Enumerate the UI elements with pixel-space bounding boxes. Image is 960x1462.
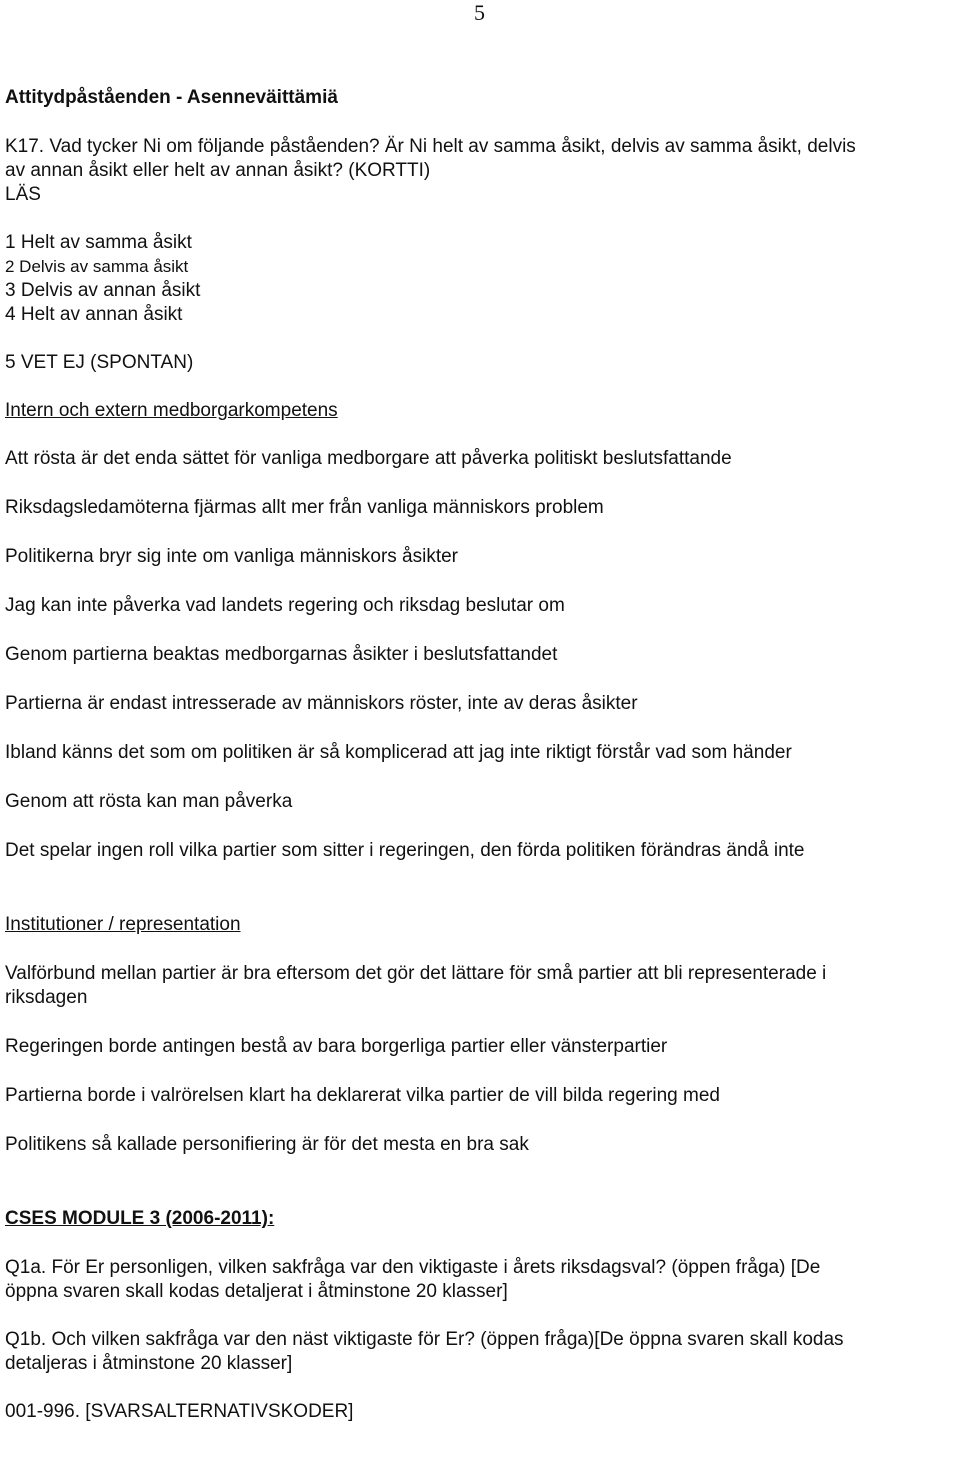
statement: Regeringen borde antingen bestå av bara borgerliga partier eller vänsterpartier [5,1036,668,1057]
question-line: detaljeras i åtminstone 20 klasser] [5,1353,293,1374]
statement: Partierna borde i valrörelsen klart ha deklarerat vilka partier de vill bilda regering med [5,1085,720,1106]
statement: Politikerna bryr sig inte om vanliga människors åsikter [5,546,459,567]
statement: Riksdagsledamöterna fjärmas allt mer från vanliga människors problem [5,497,604,518]
question-line: öppna svaren skall kodas detaljerat i åtminstone 20 klasser] [5,1281,508,1302]
statement-list [5,447,960,863]
section-title: Intern och extern medborgarkompetens [5,400,338,421]
question-line: Q1b. Och vilken sakfråga var den näst viktigaste för Er? (öppen fråga)[De öppna svaren skall kodas [5,1329,844,1350]
dont-know-option: 5 VET EJ (SPONTAN) [5,352,194,373]
scale-option: 3 Delvis av annan åsikt [5,280,201,301]
statement: Att rösta är det enda sättet för vanliga medborgare att påverka politiskt beslutsfattande [5,448,732,469]
statement: Politikens så kallade personifiering är för det mesta en bra sak [5,1134,529,1155]
scale-option: 1 Helt av samma åsikt [5,232,192,253]
question-line: Q1a. För Er personligen, vilken sakfråga var den viktigaste i årets riksdagsval? (öppen fråga) [De [5,1257,821,1278]
scale-option: 2 Delvis av samma åsikt [5,257,189,276]
section-title: CSES MODULE 3 (2006-2011): [5,1208,275,1229]
statement: Ibland känns det som om politiken är så komplicerad att jag inte riktigt förstår vad som händer [5,742,792,763]
question-line: av annan åsikt eller helt av annan åsikt? (KORTTI) [5,160,431,181]
question-q1a [5,1256,960,1304]
question-line: LÄS [5,184,41,205]
answer-scale [5,231,960,327]
statement: Partierna är endast intresserade av människors röster, inte av deras åsikter [5,693,638,714]
statement: Genom att rösta kan man påverka [5,791,293,812]
page-number: 5 [474,0,485,25]
statement: Valförbund mellan partier är bra eftersom det gör det lättare för små partier att bli representerade i [5,963,827,984]
answer-codes: 001-996. [SVARSALTERNATIVSKODER] [5,1401,354,1422]
document-body [5,86,960,1424]
question-q1b [5,1328,960,1376]
statement: Det spelar ingen roll vilka partier som sitter i regeringen, den förda politiken förändras ändå inte [5,840,805,861]
page-heading: Attitydpåståenden - Asenneväittämiä [5,87,338,108]
statement-list [5,962,960,1157]
statement: Genom partierna beaktas medborgarnas åsikter i beslutsfattandet [5,644,558,665]
scale-option: 4 Helt av annan åsikt [5,304,183,325]
statement: riksdagen [5,987,88,1008]
question-line: K17. Vad tycker Ni om följande påståenden? Är Ni helt av samma åsikt, delvis av samma åsikt, delvis [5,136,856,157]
statement: Jag kan inte påverka vad landets regering och riksdag beslutar om [5,595,565,616]
question-k17 [5,135,960,207]
section-title: Institutioner / representation [5,914,241,935]
